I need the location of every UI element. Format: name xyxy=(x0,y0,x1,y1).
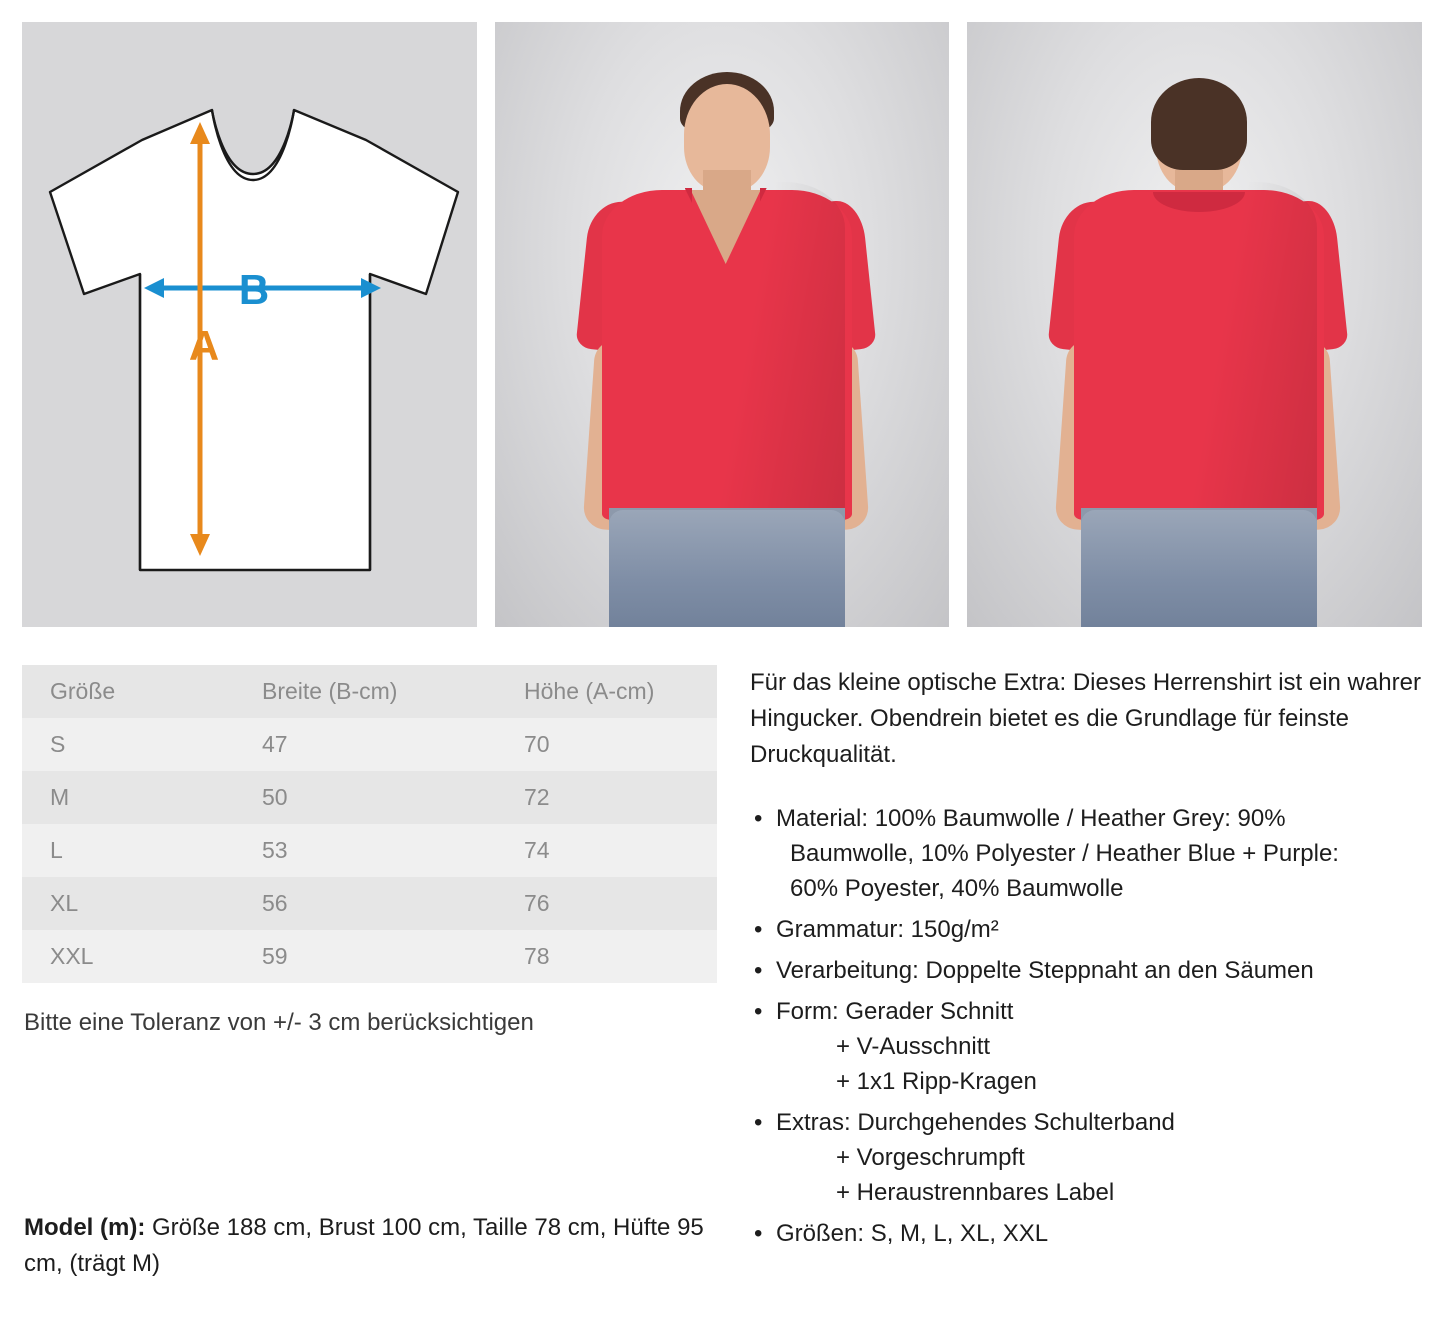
model-measurements xyxy=(24,1210,724,1282)
model-label: Model (m): xyxy=(24,1214,146,1241)
spec-main: Größen: S, M, L, XL, XXL xyxy=(776,1220,1049,1248)
cell-size: L xyxy=(50,837,63,863)
model-values: Größe 188 cm, Brust 100 cm, Taille 78 cm, Hüfte 95 cm, (trägt M) xyxy=(24,1214,704,1277)
cell-size: S xyxy=(50,731,66,757)
size-column xyxy=(22,665,722,1257)
list-item xyxy=(750,912,1422,947)
spec-sub: + 1x1 Ripp-Kragen xyxy=(836,1068,1037,1096)
table-row xyxy=(22,877,717,930)
table-row xyxy=(22,718,717,771)
cell-width: 50 xyxy=(262,784,288,810)
column-header-size: Größe xyxy=(50,678,116,704)
spec-sub: + Vorgeschrumpft xyxy=(836,1144,1025,1172)
spec-main: Extras: Durchgehendes Schulterband xyxy=(776,1109,1175,1137)
spec-main: Verarbeitung: Doppelte Steppnaht an den Säumen xyxy=(776,957,1314,985)
size-table xyxy=(22,665,717,983)
tolerance-note: Bitte eine Toleranz von +/- 3 cm berücksichtigen xyxy=(24,1009,534,1036)
table-row xyxy=(22,771,717,824)
spec-cont: Baumwolle, 10% Polyester / Heather Blue + Purple: xyxy=(790,840,1339,868)
cell-size: M xyxy=(50,784,70,810)
table-header-row xyxy=(22,665,717,718)
cell-height: 74 xyxy=(524,837,550,863)
list-item xyxy=(750,1105,1422,1210)
list-item xyxy=(750,953,1422,988)
cell-width: 53 xyxy=(262,837,288,863)
product-image-row xyxy=(0,0,1444,627)
cell-width: 56 xyxy=(262,890,288,916)
column-header-width: Breite (B-cm) xyxy=(262,678,398,704)
cell-size: XXL xyxy=(50,943,94,969)
list-item xyxy=(750,994,1422,1099)
table-row xyxy=(22,930,717,983)
spec-sub: + V-Ausschnitt xyxy=(836,1033,991,1061)
cell-size: XL xyxy=(50,890,79,916)
spec-main: Form: Gerader Schnitt xyxy=(776,998,1014,1026)
cell-width: 59 xyxy=(262,943,288,969)
cell-height: 76 xyxy=(524,890,550,916)
details-section xyxy=(0,627,1444,1257)
cell-height: 72 xyxy=(524,784,550,810)
spec-list xyxy=(750,801,1422,1251)
width-label: B xyxy=(238,266,270,313)
height-label: A xyxy=(188,322,220,369)
spec-main: Material: 100% Baumwolle / Heather Grey: 90% xyxy=(776,805,1286,832)
cell-height: 78 xyxy=(524,943,550,969)
spec-cont: 60% Poyester, 40% Baumwolle xyxy=(790,875,1124,903)
measurement-diagram xyxy=(22,22,477,627)
product-intro: Für das kleine optische Extra: Dieses Herrenshirt ist ein wahrer Hingucker. Obendrein bietet es die Grundlage für feinste Druckqualität. xyxy=(750,669,1421,768)
column-header-height: Höhe (A-cm) xyxy=(524,678,655,704)
spec-sub: + Heraustrennbares Label xyxy=(836,1179,1115,1207)
tshirt-outline-icon xyxy=(22,22,477,627)
cell-width: 47 xyxy=(262,731,288,757)
table-row xyxy=(22,824,717,877)
list-item xyxy=(750,801,1422,906)
cell-height: 70 xyxy=(524,731,550,757)
list-item xyxy=(750,1216,1422,1251)
description-column xyxy=(750,665,1422,1257)
model-back-photo xyxy=(967,22,1422,627)
model-front-photo xyxy=(495,22,950,627)
spec-main: Grammatur: 150g/m² xyxy=(776,916,999,944)
